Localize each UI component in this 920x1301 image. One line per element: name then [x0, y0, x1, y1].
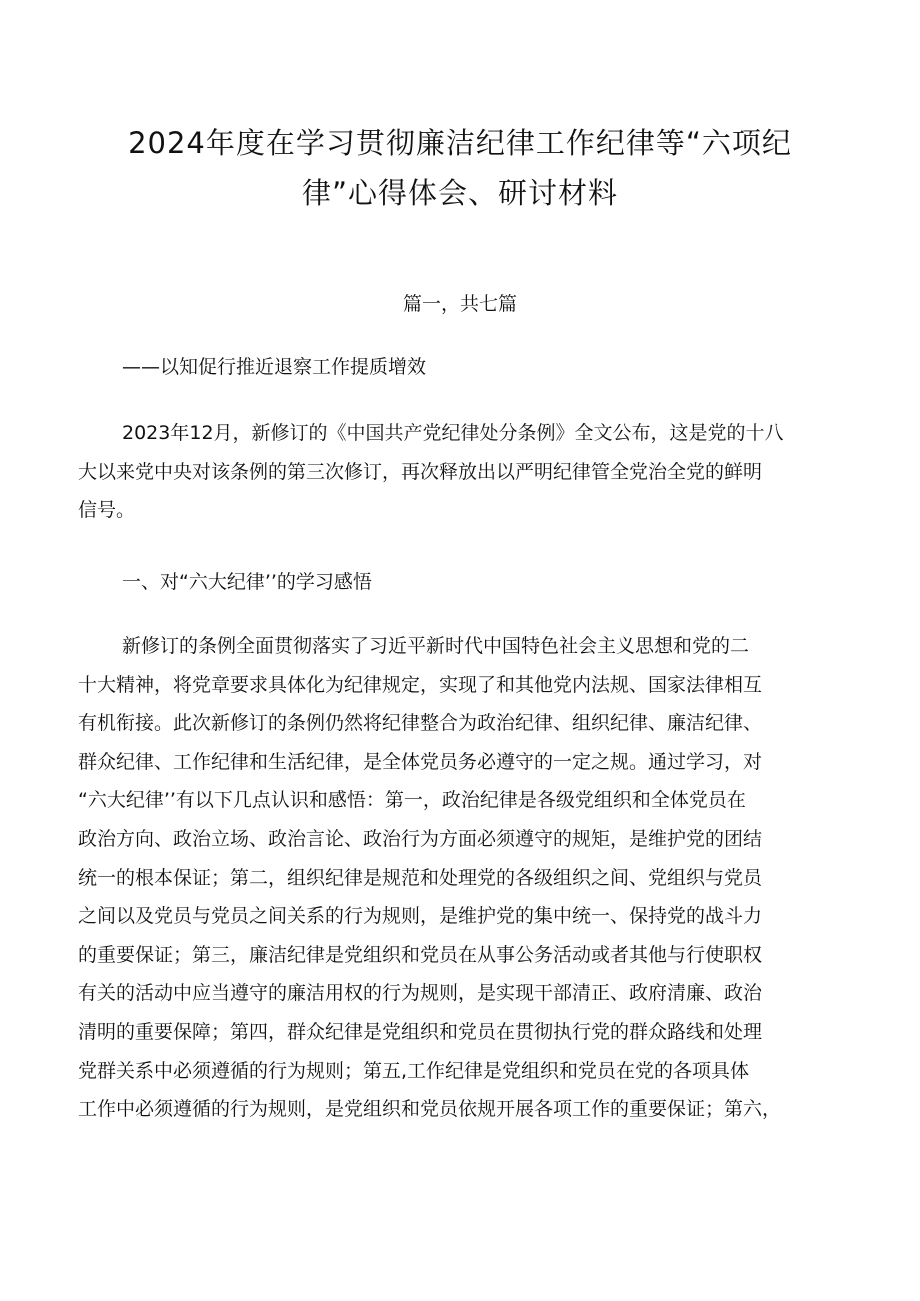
text-line: 有机衔接。此次新修订的条例仍然将纪律整合为政治纪律、组织纪律、廉洁纪律、 — [78, 712, 763, 735]
text-line: 政治方向、政治立场、政治言论、政治行为方面必须遵守的规矩，是维护党的团结 — [78, 827, 763, 850]
text-line: 2023年12月，新修订的《中国共产党纪律处分条例》全文公布，这是党的十八 — [122, 422, 784, 444]
text-line: 信号。 — [78, 499, 136, 522]
text-line: 有关的活动中应当遵守的廉洁用权的行为规则，是实现干部清正、政府清廉、政治 — [78, 982, 763, 1005]
text-line: 统一的根本保证；第二，组织纪律是规范和处理党的各级组织之间、党组织与党员 — [78, 866, 763, 889]
text-line: 党群关系中必须遵循的行为规则；第五,工作纪律是党组织和党员在党的各项具体 — [78, 1059, 750, 1082]
document-subtitle: 篇一，共七篇 — [402, 293, 517, 315]
text-line: “六大纪律’’有以下几点认识和感悟：第一，政治纪律是各级党组织和全体党员在 — [78, 789, 746, 812]
text-line: 工作中必须遵循的行为规则，是党组织和党员依规开展各项工作的重要保证；第六， — [78, 1098, 782, 1121]
paragraph-body — [78, 627, 858, 1129]
title-line: 2024年度在学习贯彻廉洁纪律工作纪律等“六项纪 — [128, 126, 792, 160]
text-line: 的重要保证；第三，廉洁纪律是党组织和党员在从事公务活动或者其他与行使职权 — [78, 943, 763, 966]
text-line: 大以来党中央对该条例的第三次修订，再次释放出以严明纪律管全党治全党的鲜明 — [78, 460, 763, 483]
text-line: 群众纪律、工作纪律和生活纪律，是全体党员务必遵守的一定之规。通过学习，对 — [78, 750, 763, 773]
text-line: 清明的重要保障；第四，群众纪律是党组织和党员在贯彻执行党的群众路线和处理 — [78, 1020, 763, 1043]
text-line: 新修订的条例全面贯彻落实了习近平新时代中国特色社会主义思想和党的二 — [122, 635, 750, 657]
title-line: 律”心得体会、研讨材料 — [301, 176, 619, 210]
document-tagline: ——以知促行推近退察工作提质增效 — [122, 356, 427, 378]
text-line: 之间以及党员与党员之间关系的行为规则，是维护党的集中统一、保持党的战斗力 — [78, 905, 763, 928]
text-line: 十大精神，将党章要求具体化为纪律规定，实现了和其他党内法规、国家法律相互 — [78, 673, 763, 696]
document-title — [60, 118, 860, 218]
section-heading: 一、对“六大纪律’’的学习感悟 — [122, 571, 372, 593]
paragraph-intro — [78, 414, 858, 530]
